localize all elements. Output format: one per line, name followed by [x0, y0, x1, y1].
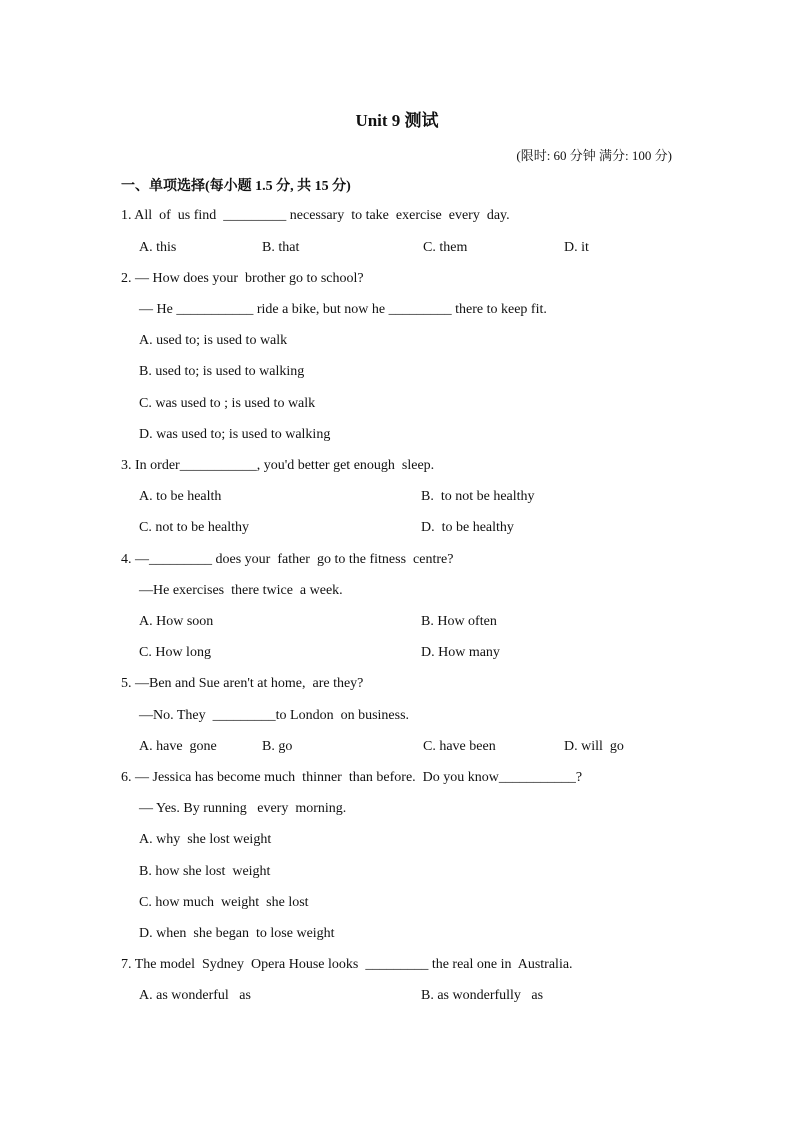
- option-c: C. not to be healthy: [139, 520, 250, 535]
- option-d: D. will go: [564, 739, 624, 754]
- option-a: A. have gone: [139, 739, 217, 754]
- section-heading: 一、单项选择(每小题 1.5 分, 共 15 分): [121, 179, 351, 194]
- question-dialog: —No. They _________to London on business.: [139, 708, 410, 723]
- option-c: C. have been: [423, 739, 496, 754]
- option-b: B. to not be healthy: [421, 489, 535, 504]
- question-dialog: —He exercises there twice a week.: [139, 583, 343, 598]
- time-and-score: (限时: 60 分钟 满分: 100 分): [516, 148, 672, 163]
- option-c: C. them: [423, 240, 468, 255]
- option-d: D. when she began to lose weight: [139, 926, 335, 941]
- option-d: D. How many: [421, 645, 500, 660]
- option-d: D. to be healthy: [421, 520, 514, 535]
- option-b: B. How often: [421, 614, 497, 629]
- option-b: B. that: [262, 240, 300, 255]
- option-c: C. was used to ; is used to walk: [139, 396, 316, 411]
- question-stem: 3. In order___________, you'd better get enough sleep.: [121, 458, 435, 473]
- option-a: A. why she lost weight: [139, 832, 272, 847]
- option-a: A. this: [139, 240, 177, 255]
- option-d: D. it: [564, 240, 589, 255]
- option-a: A. How soon: [139, 614, 214, 629]
- question-stem: 1. All of us find _________ necessary to take exercise every day.: [121, 208, 510, 223]
- option-c: C. How long: [139, 645, 211, 660]
- page-title: Unit 9 测试: [355, 111, 439, 130]
- question-stem: 4. —_________ does your father go to the fitness centre?: [121, 552, 454, 567]
- question-stem: 5. —Ben and Sue aren't at home, are they?: [121, 676, 364, 691]
- question-stem: 7. The model Sydney Opera House looks _________ the real one in Australia.: [121, 957, 573, 972]
- option-c: C. how much weight she lost: [139, 895, 309, 910]
- question-dialog: — Yes. By running every morning.: [139, 801, 347, 816]
- question-dialog: — He ___________ ride a bike, but now he _________ there to keep fit.: [139, 302, 547, 317]
- option-b: B. how she lost weight: [139, 864, 271, 879]
- option-a: A. used to; is used to walk: [139, 333, 288, 348]
- option-b: B. as wonderfully as: [421, 988, 544, 1003]
- option-b: B. go: [262, 739, 293, 754]
- option-b: B. used to; is used to walking: [139, 364, 305, 379]
- option-a: A. as wonderful as: [139, 988, 251, 1003]
- question-stem: 6. — Jessica has become much thinner than before. Do you know___________?: [121, 770, 583, 785]
- option-d: D. was used to; is used to walking: [139, 427, 331, 442]
- question-stem: 2. — How does your brother go to school?: [121, 271, 364, 286]
- option-a: A. to be health: [139, 489, 222, 504]
